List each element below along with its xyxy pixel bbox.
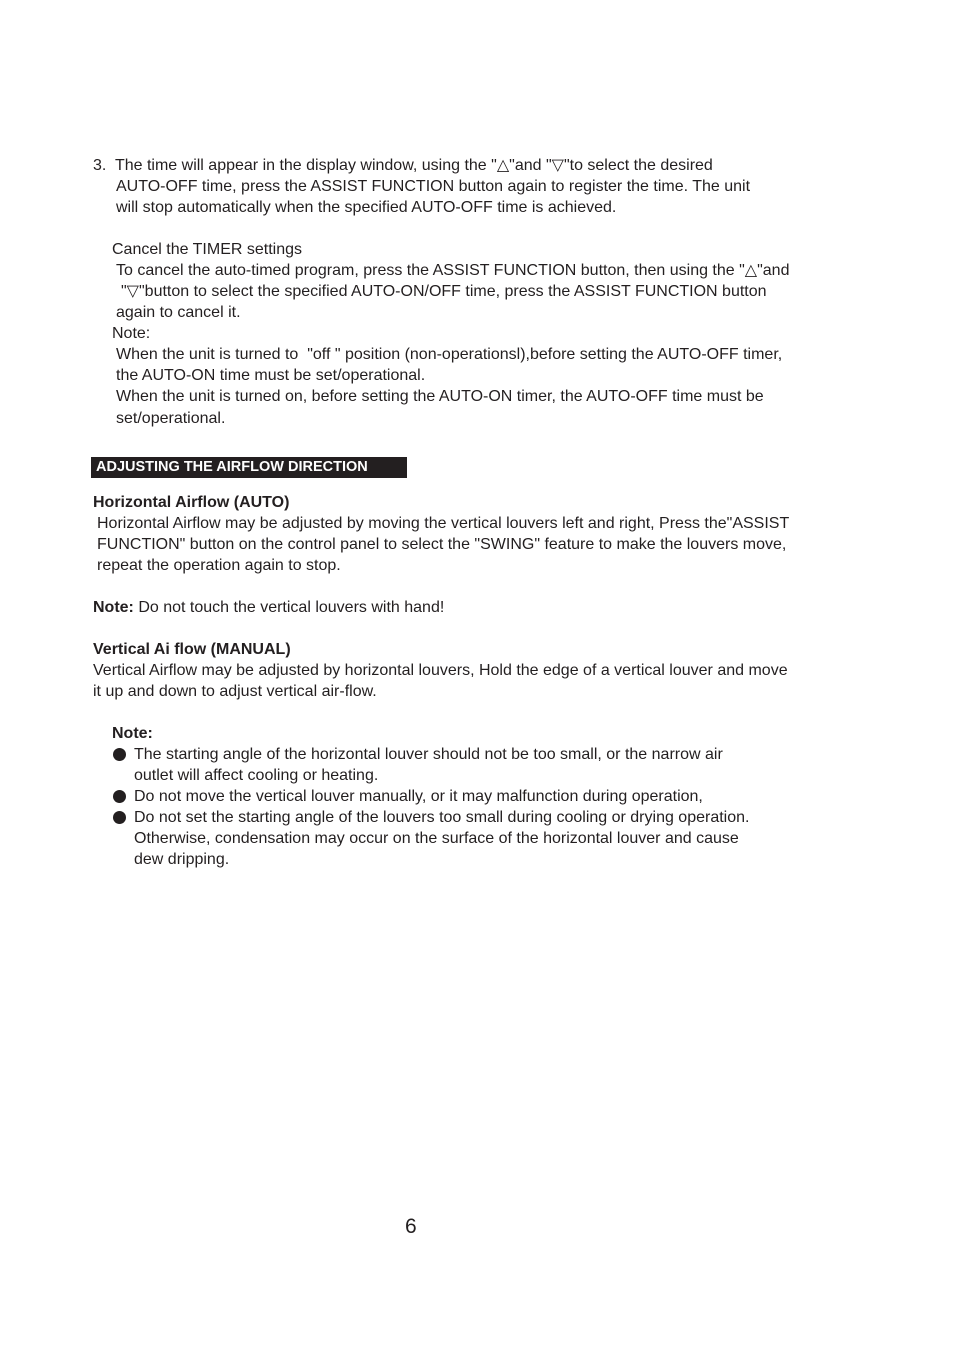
vertical-line2: it up and down to adjust vertical air-flow. <box>93 683 377 700</box>
step3-line2: AUTO-OFF time, press the ASSIST FUNCTION button again to register the time. The unit <box>116 178 751 195</box>
step3-line3: will stop automatically when the specified AUTO-OFF time is achieved. <box>116 199 617 216</box>
cancel-note3: When the unit is turned on, before setting the AUTO-ON timer, the AUTO-OFF time must be <box>116 388 764 405</box>
bullet-icon <box>113 790 126 803</box>
horizontal-line1: Horizontal Airflow may be adjusted by moving the vertical louvers left and right, Press the"ASSIST <box>97 515 790 532</box>
horizontal-line2: FUNCTION" button on the control panel to select the "SWING" feature to make the louvers move, <box>97 536 787 553</box>
vertical-line1: Vertical Airflow may be adjusted by horizontal louvers, Hold the edge of a vertical louver and move <box>93 662 788 679</box>
cancel-line2: "▽"button to select the specified AUTO-ON/OFF time, press the ASSIST FUNCTION button <box>121 283 767 300</box>
cancel-line3: again to cancel it. <box>116 304 241 321</box>
cancel-line1: To cancel the auto-timed program, press the ASSIST FUNCTION button, then using the "△"and <box>116 262 790 279</box>
warning-note <box>93 597 444 618</box>
section-header: ADJUSTING THE AIRFLOW DIRECTION <box>91 457 407 478</box>
horizontal-line3: repeat the operation again to stop. <box>97 557 341 574</box>
notes-label: Note: <box>112 725 153 742</box>
bullet-icon <box>113 748 126 761</box>
note-bullet3-line3: dew dripping. <box>134 851 230 868</box>
cancel-note1: When the unit is turned to "off " position (non-operationsl),before setting the AUTO-OFF timer, <box>116 346 783 363</box>
warning-text: Do not touch the vertical louvers with hand! <box>133 599 445 616</box>
cancel-note-label: Note: <box>112 325 151 342</box>
cancel-note2: the AUTO-ON time must be set/operational. <box>116 367 426 384</box>
cancel-note4: set/operational. <box>116 410 226 427</box>
step3-line1: 3. The time will appear in the display window, using the "△"and "▽"to select the desired <box>93 157 713 174</box>
bullet-icon <box>113 811 126 824</box>
note-bullet3-line2: Otherwise, condensation may occur on the surface of the horizontal louver and cause <box>134 830 739 847</box>
note-bullet2-line1: Do not move the vertical louver manually, or it may malfunction during operation, <box>134 788 703 805</box>
note-bullet3-line1: Do not set the starting angle of the louvers too small during cooling or drying operation. <box>134 809 750 826</box>
horizontal-title: Horizontal Airflow (AUTO) <box>93 494 290 511</box>
vertical-title: Vertical Ai flow (MANUAL) <box>93 641 291 658</box>
cancel-title: Cancel the TIMER settings <box>112 241 303 258</box>
page-number: 6 <box>405 1215 417 1238</box>
warning-label: Note: <box>93 599 134 616</box>
note-bullet1-line2: outlet will affect cooling or heating. <box>134 767 379 784</box>
note-bullet1-line1: The starting angle of the horizontal louver should not be too small, or the narrow air <box>134 746 723 763</box>
